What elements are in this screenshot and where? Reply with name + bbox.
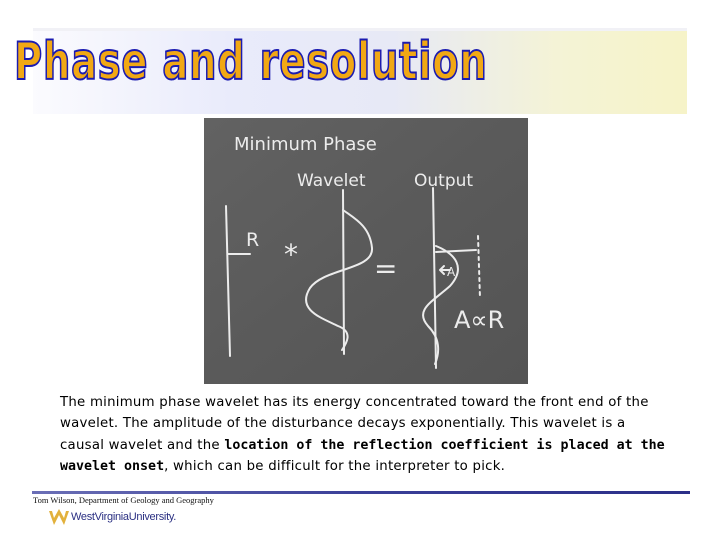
convolution-symbol: * xyxy=(284,238,298,271)
equals-symbol: = xyxy=(374,252,398,285)
university-logo xyxy=(48,507,198,529)
amplitude-label: A xyxy=(447,265,456,279)
reflection-label: R xyxy=(246,229,260,251)
proportionality-label: A∝R xyxy=(454,306,505,334)
university-name: WestVirginiaUniversity. xyxy=(71,511,176,523)
caption-emphasis: location of the reflection coefficient is placed at the wavelet onset xyxy=(60,437,665,474)
caption-text-start: The minimum phase wavelet has its energy concentrated toward the front end of the wavelet. The amplitude of the disturbance decays exponentially. This wavelet is a causal wavelet and the xyxy=(60,395,649,453)
footer-credit: Tom Wilson, Department of Geology and Geography xyxy=(33,495,214,505)
wvu-logo-icon xyxy=(48,507,70,529)
chalkboard-photo xyxy=(204,118,528,384)
photo-heading: Minimum Phase xyxy=(234,134,377,155)
wavelet-label: Wavelet xyxy=(297,171,366,191)
title-band-highlight xyxy=(33,28,687,31)
footer-divider xyxy=(32,491,690,494)
slide-caption xyxy=(60,392,672,477)
slide-title: Phase and resolution xyxy=(14,32,488,92)
output-label: Output xyxy=(414,171,474,191)
caption-text-end: , which can be difficult for the interpreter to pick. xyxy=(164,458,506,474)
